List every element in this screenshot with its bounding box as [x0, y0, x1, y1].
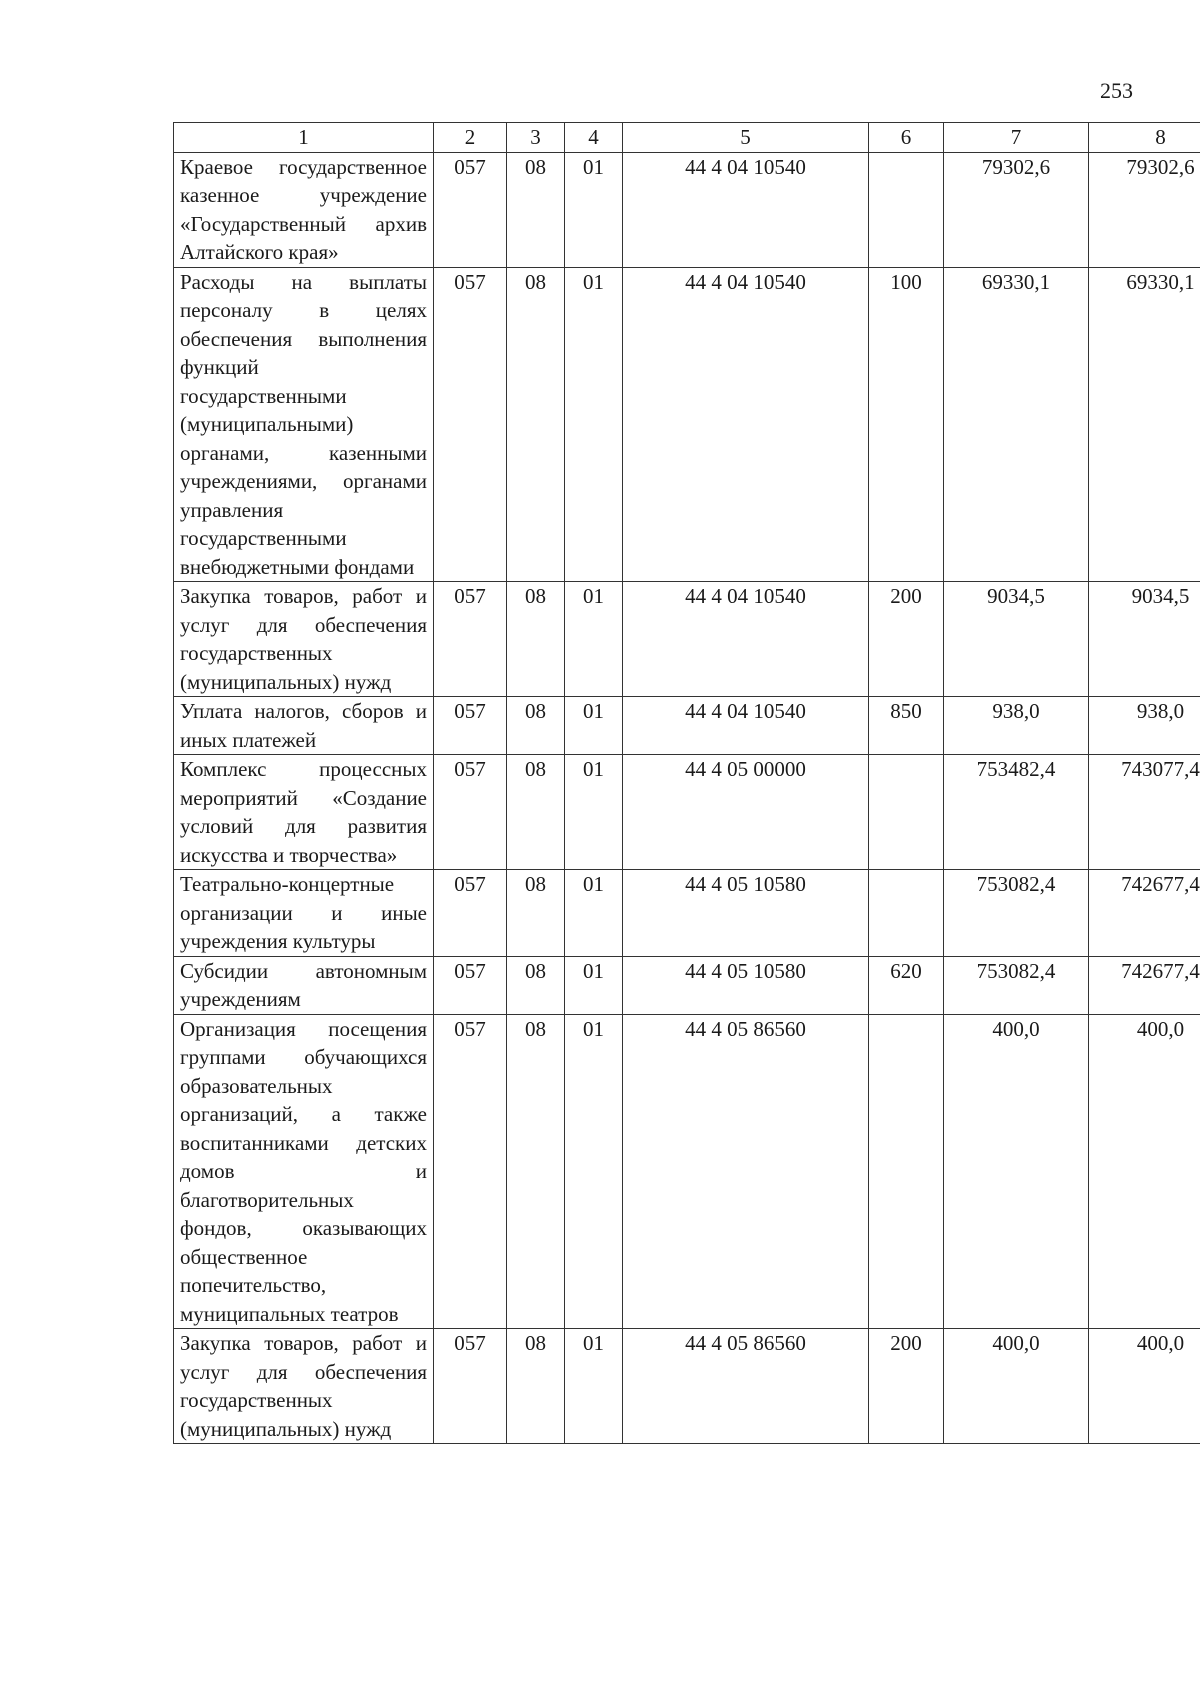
table-row	[174, 267, 1200, 582]
target-article-code: 44 4 05 86560	[623, 1329, 869, 1444]
amount-year-1: 753482,4	[944, 755, 1089, 870]
ministry-code: 057	[434, 1329, 507, 1444]
amount-year-1: 9034,5	[944, 582, 1089, 697]
subsection-code: 01	[565, 582, 623, 697]
table-body	[174, 152, 1200, 1444]
expense-type-code: 200	[869, 1329, 944, 1444]
subsection-code: 01	[565, 267, 623, 582]
target-article-code: 44 4 05 10580	[623, 956, 869, 1014]
column-header-1: 1	[174, 123, 434, 153]
section-code: 08	[507, 152, 565, 267]
target-article-code: 44 4 04 10540	[623, 267, 869, 582]
amount-year-1: 400,0	[944, 1014, 1089, 1329]
expense-name: Театрально-концертные организации и иные учреждения культуры	[174, 870, 434, 957]
section-code: 08	[507, 582, 565, 697]
section-code: 08	[507, 1014, 565, 1329]
amount-year-2: 400,0	[1089, 1329, 1200, 1444]
expense-name: Уплата налогов, сборов и иных платежей	[174, 697, 434, 755]
expense-type-code	[869, 870, 944, 957]
expense-type-code: 100	[869, 267, 944, 582]
subsection-code: 01	[565, 1014, 623, 1329]
amount-year-1: 753082,4	[944, 870, 1089, 957]
amount-year-1: 400,0	[944, 1329, 1089, 1444]
amount-year-1: 79302,6	[944, 152, 1089, 267]
amount-year-2: 743077,4	[1089, 755, 1200, 870]
target-article-code: 44 4 04 10540	[623, 152, 869, 267]
ministry-code: 057	[434, 582, 507, 697]
column-header-7: 7	[944, 123, 1089, 153]
amount-year-1: 753082,4	[944, 956, 1089, 1014]
table-header	[174, 123, 1200, 153]
column-header-6: 6	[869, 123, 944, 153]
amount-year-1: 69330,1	[944, 267, 1089, 582]
column-header-4: 4	[565, 123, 623, 153]
expense-type-code: 200	[869, 582, 944, 697]
expense-name: Закупка товаров, работ и услуг для обеспечения государственных (муниципальных) нужд	[174, 582, 434, 697]
target-article-code: 44 4 04 10540	[623, 582, 869, 697]
section-code: 08	[507, 956, 565, 1014]
table-row	[174, 755, 1200, 870]
amount-year-2: 79302,6	[1089, 152, 1200, 267]
expense-name: Комплекс процессных мероприятий «Создание условий для развития искусства и творчества»	[174, 755, 434, 870]
amount-year-2: 742677,4	[1089, 870, 1200, 957]
section-code: 08	[507, 870, 565, 957]
amount-year-2: 400,0	[1089, 1014, 1200, 1329]
column-header-8: 8	[1089, 123, 1200, 153]
subsection-code: 01	[565, 1329, 623, 1444]
section-code: 08	[507, 755, 565, 870]
table-row	[174, 870, 1200, 957]
expense-type-code	[869, 1014, 944, 1329]
column-header-2: 2	[434, 123, 507, 153]
expense-name: Субсидии автономным учреждениям	[174, 956, 434, 1014]
expense-name: Краевое государственное казенное учреждение «Государственный архив Алтайского края»	[174, 152, 434, 267]
amount-year-2: 69330,1	[1089, 267, 1200, 582]
section-code: 08	[507, 267, 565, 582]
column-header-3: 3	[507, 123, 565, 153]
amount-year-1: 938,0	[944, 697, 1089, 755]
subsection-code: 01	[565, 152, 623, 267]
table-row	[174, 152, 1200, 267]
target-article-code: 44 4 04 10540	[623, 697, 869, 755]
expense-type-code: 850	[869, 697, 944, 755]
ministry-code: 057	[434, 697, 507, 755]
ministry-code: 057	[434, 870, 507, 957]
ministry-code: 057	[434, 152, 507, 267]
subsection-code: 01	[565, 755, 623, 870]
expense-name: Расходы на выплаты персоналу в целях обеспечения выполнения функций государственными (муниципальными) органами, казенными учреждениями, органами управления государственными внебюджетными фондами	[174, 267, 434, 582]
amount-year-2: 742677,4	[1089, 956, 1200, 1014]
expense-type-code	[869, 152, 944, 267]
table-row	[174, 1014, 1200, 1329]
target-article-code: 44 4 05 86560	[623, 1014, 869, 1329]
ministry-code: 057	[434, 956, 507, 1014]
table-row	[174, 697, 1200, 755]
target-article-code: 44 4 05 00000	[623, 755, 869, 870]
expense-type-code	[869, 755, 944, 870]
ministry-code: 057	[434, 267, 507, 582]
expense-name: Организация посещения группами обучающихся образовательных организаций, а также воспитанниками детских домов и благотворительных фондов, оказывающих общественное попечительство, муниципальных театров	[174, 1014, 434, 1329]
amount-year-2: 9034,5	[1089, 582, 1200, 697]
table-row	[174, 1329, 1200, 1444]
expense-type-code: 620	[869, 956, 944, 1014]
section-code: 08	[507, 697, 565, 755]
budget-table	[173, 122, 1200, 1444]
amount-year-2: 938,0	[1089, 697, 1200, 755]
ministry-code: 057	[434, 1014, 507, 1329]
ministry-code: 057	[434, 755, 507, 870]
target-article-code: 44 4 05 10580	[623, 870, 869, 957]
expense-name: Закупка товаров, работ и услуг для обеспечения государственных (муниципальных) нужд	[174, 1329, 434, 1444]
table-row	[174, 956, 1200, 1014]
subsection-code: 01	[565, 956, 623, 1014]
table-row	[174, 582, 1200, 697]
section-code: 08	[507, 1329, 565, 1444]
subsection-code: 01	[565, 697, 623, 755]
page-number: 253	[1100, 78, 1133, 103]
header-row	[174, 123, 1200, 153]
subsection-code: 01	[565, 870, 623, 957]
column-header-5: 5	[623, 123, 869, 153]
